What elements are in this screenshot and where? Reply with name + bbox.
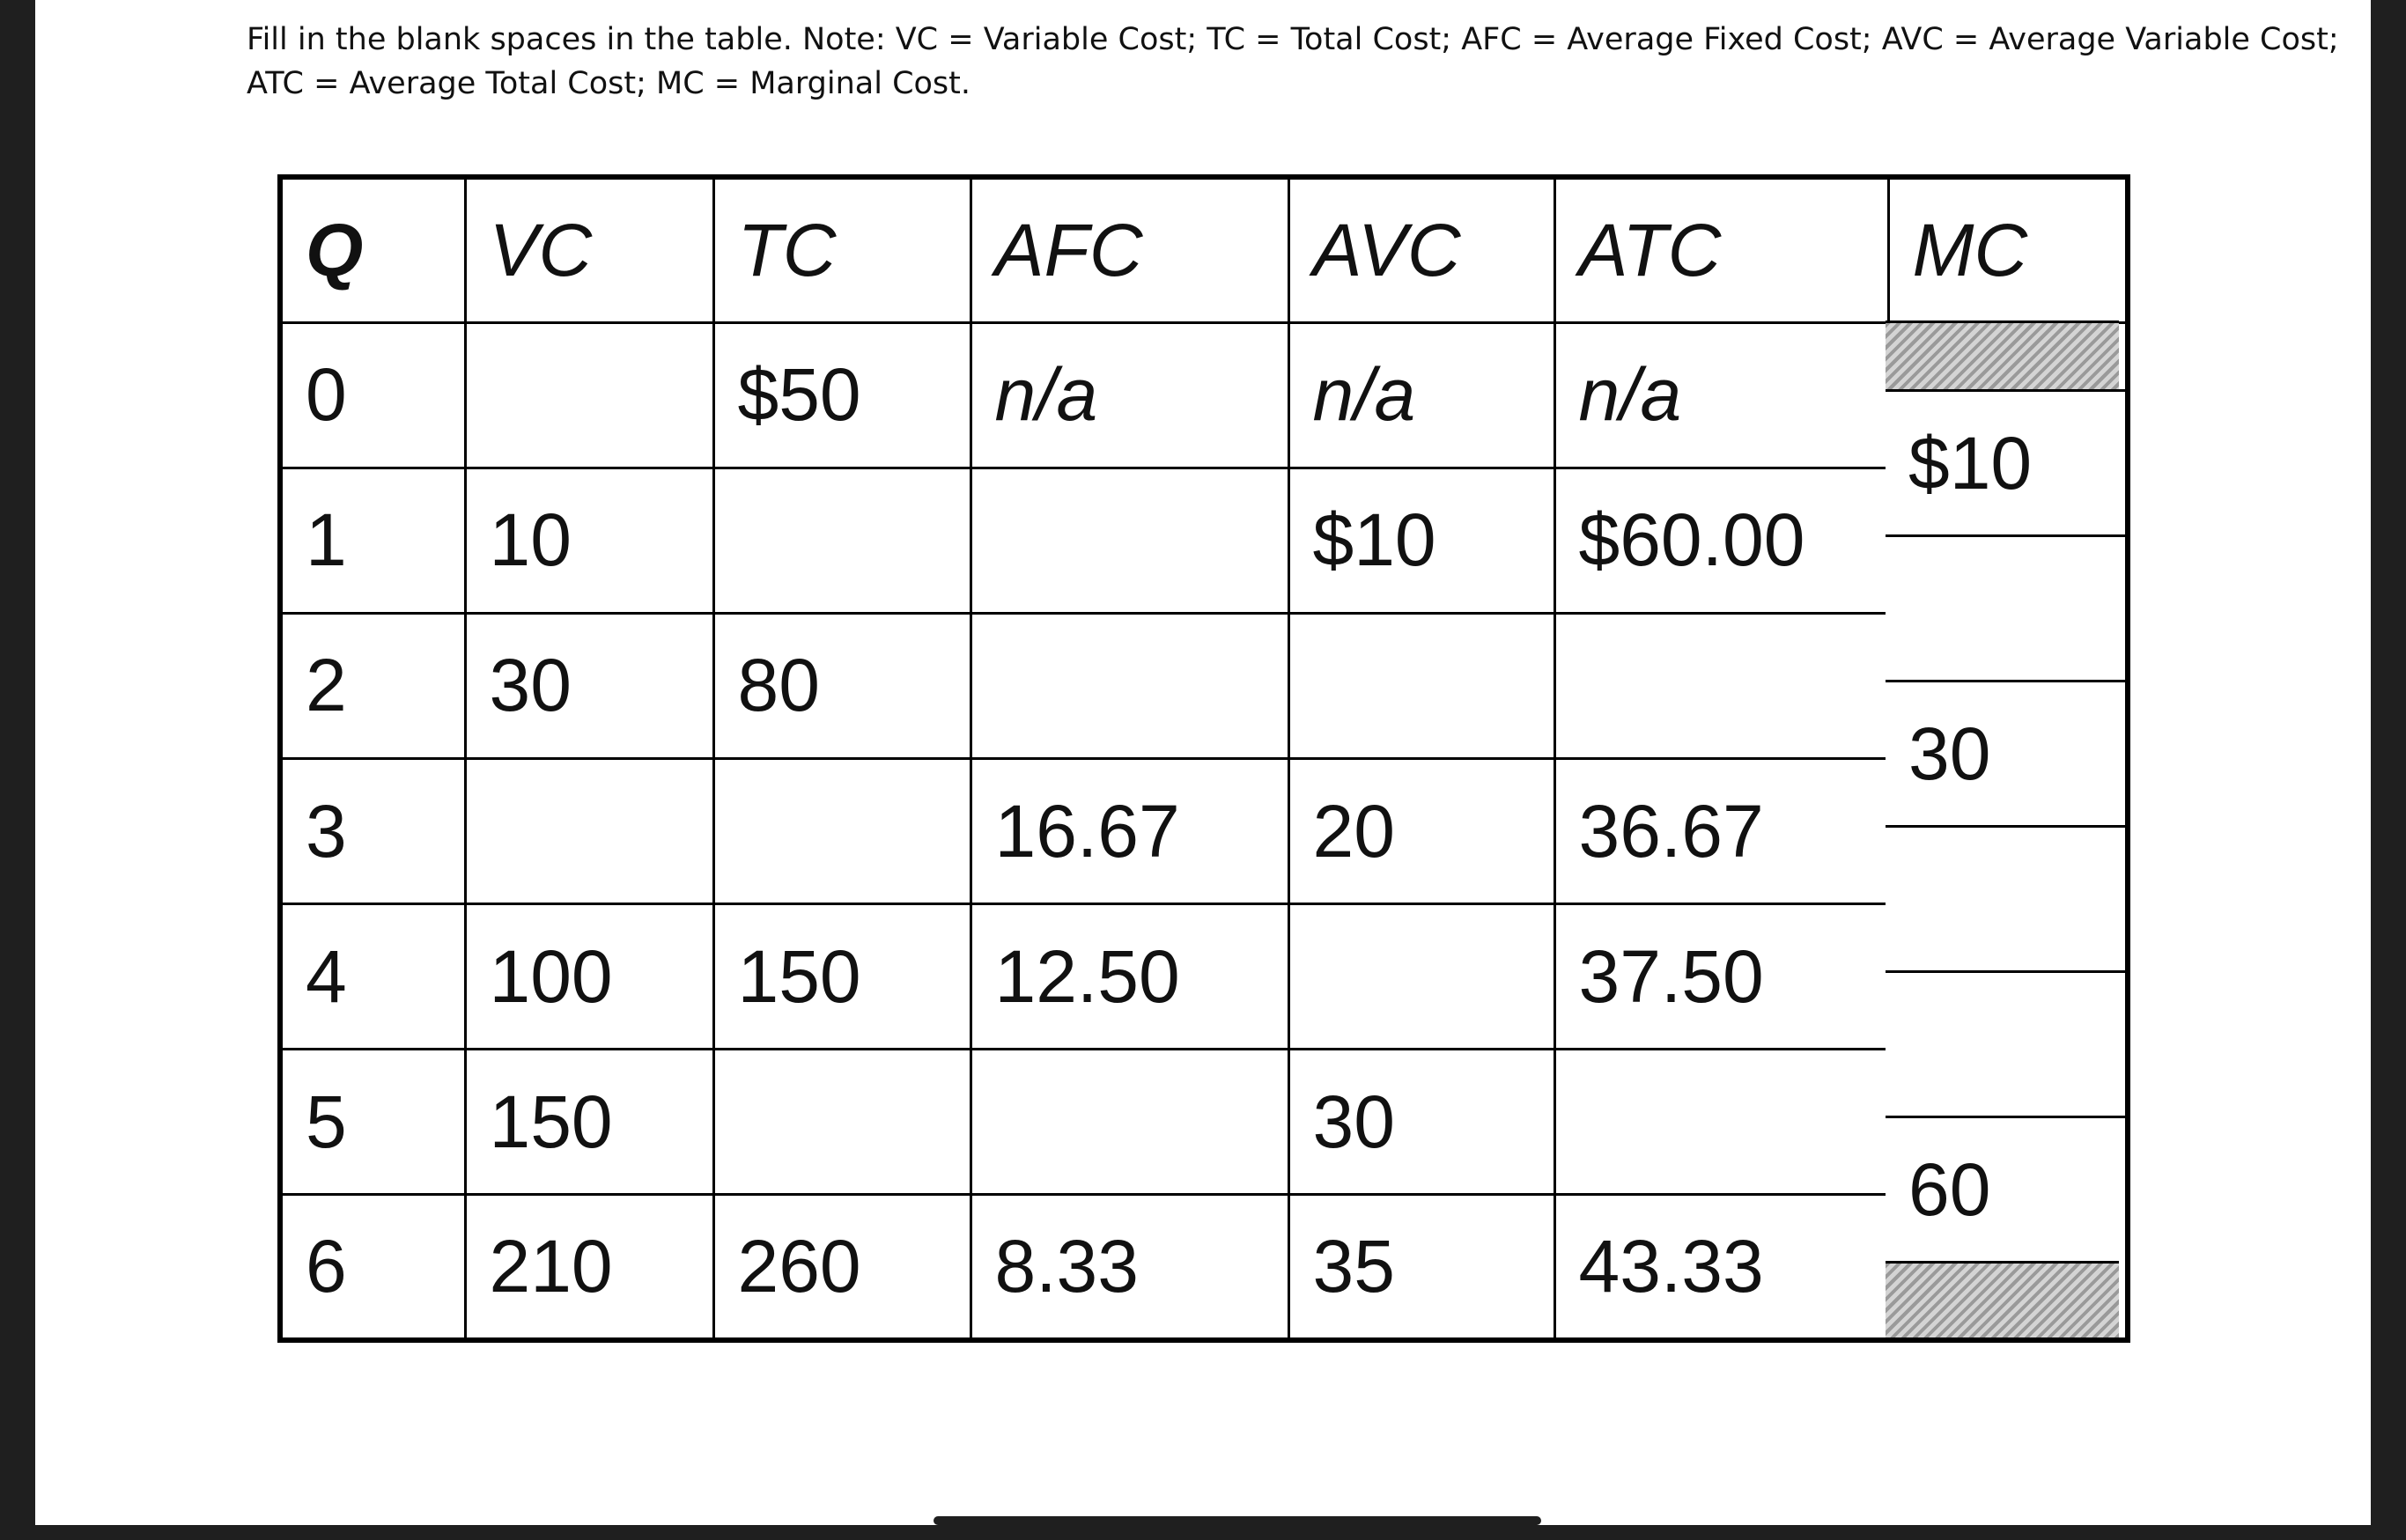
cell-afc: 12.50 (971, 904, 1288, 1050)
table-row (280, 759, 2128, 904)
cell-avc-blank[interactable] (1288, 613, 1554, 758)
cost-table (277, 174, 2130, 1343)
instructions-line-1: Fill in the blank spaces in the table. Note: VC = Variable Cost; TC = Total Cost; AFC = Average Fixed Cost; AVC = Average Variable Cost; (247, 22, 2339, 57)
cell-q: 5 (280, 1050, 465, 1195)
cell-q: 4 (280, 904, 465, 1050)
cell-tc-blank[interactable] (713, 759, 971, 904)
cell-q: 1 (280, 468, 465, 613)
table-row (280, 613, 2128, 758)
mc-cell-blank[interactable] (1886, 825, 2125, 970)
mc-cell: 60 (1886, 1116, 2125, 1261)
cell-q: 3 (280, 759, 465, 904)
cell-atc-blank[interactable] (1554, 613, 1888, 758)
worksheet-page (35, 0, 2371, 1525)
hatched-blank-top (1886, 321, 2119, 389)
cell-afc: 8.33 (971, 1195, 1288, 1340)
cell-tc-blank[interactable] (713, 468, 971, 613)
cell-atc: 36.67 (1554, 759, 1888, 904)
cell-atc: 37.50 (1554, 904, 1888, 1050)
mc-column-overlay (1886, 174, 2125, 1343)
cell-avc: 30 (1288, 1050, 1554, 1195)
table-row (280, 322, 2128, 468)
cell-avc: 20 (1288, 759, 1554, 904)
cell-atc-blank[interactable] (1554, 1050, 1888, 1195)
cell-atc: 43.33 (1554, 1195, 1888, 1340)
header-q: Q (280, 177, 465, 322)
cost-table-wrapper (277, 174, 2125, 1343)
instructions-text (247, 18, 2339, 106)
home-indicator-bar[interactable] (934, 1516, 1541, 1525)
cell-q: 0 (280, 322, 465, 468)
table-row (280, 1195, 2128, 1340)
cell-tc-blank[interactable] (713, 1050, 971, 1195)
cell-atc: $60.00 (1554, 468, 1888, 613)
cell-afc-blank[interactable] (971, 1050, 1288, 1195)
cell-avc: $10 (1288, 468, 1554, 613)
cell-tc: 260 (713, 1195, 971, 1340)
cell-afc: 16.67 (971, 759, 1288, 904)
cell-q: 2 (280, 613, 465, 758)
cell-afc-blank[interactable] (971, 613, 1288, 758)
cell-avc: n/a (1288, 322, 1554, 468)
cell-afc: n/a (971, 322, 1288, 468)
cell-vc-blank[interactable] (465, 759, 713, 904)
cell-tc: $50 (713, 322, 971, 468)
cell-q: 6 (280, 1195, 465, 1340)
header-mc: MC (1888, 177, 2128, 322)
cell-avc: 35 (1288, 1195, 1554, 1340)
table-row (280, 1050, 2128, 1195)
header-row (280, 177, 2128, 322)
mc-cell-blank[interactable] (1886, 970, 2125, 1116)
table-row (280, 468, 2128, 613)
mc-cell-blank[interactable] (1886, 534, 2125, 680)
cell-tc: 80 (713, 613, 971, 758)
table-row (280, 904, 2128, 1050)
header-atc: ATC (1554, 177, 1888, 322)
hatched-blank-bottom (1886, 1261, 2119, 1337)
mc-cell: 30 (1886, 680, 2125, 825)
cell-atc: n/a (1554, 322, 1888, 468)
cell-tc: 150 (713, 904, 971, 1050)
cell-afc-blank[interactable] (971, 468, 1288, 613)
cell-vc: 30 (465, 613, 713, 758)
cell-vc-blank[interactable] (465, 322, 713, 468)
mc-cell: $10 (1886, 389, 2125, 534)
instructions-line-2: ATC = Average Total Cost; MC = Marginal Cost. (247, 66, 971, 101)
header-afc: AFC (971, 177, 1288, 322)
cell-vc: 100 (465, 904, 713, 1050)
header-avc: AVC (1288, 177, 1554, 322)
cell-vc: 150 (465, 1050, 713, 1195)
cell-avc-blank[interactable] (1288, 904, 1554, 1050)
header-vc: VC (465, 177, 713, 322)
cell-vc: 10 (465, 468, 713, 613)
cell-vc: 210 (465, 1195, 713, 1340)
header-tc: TC (713, 177, 971, 322)
